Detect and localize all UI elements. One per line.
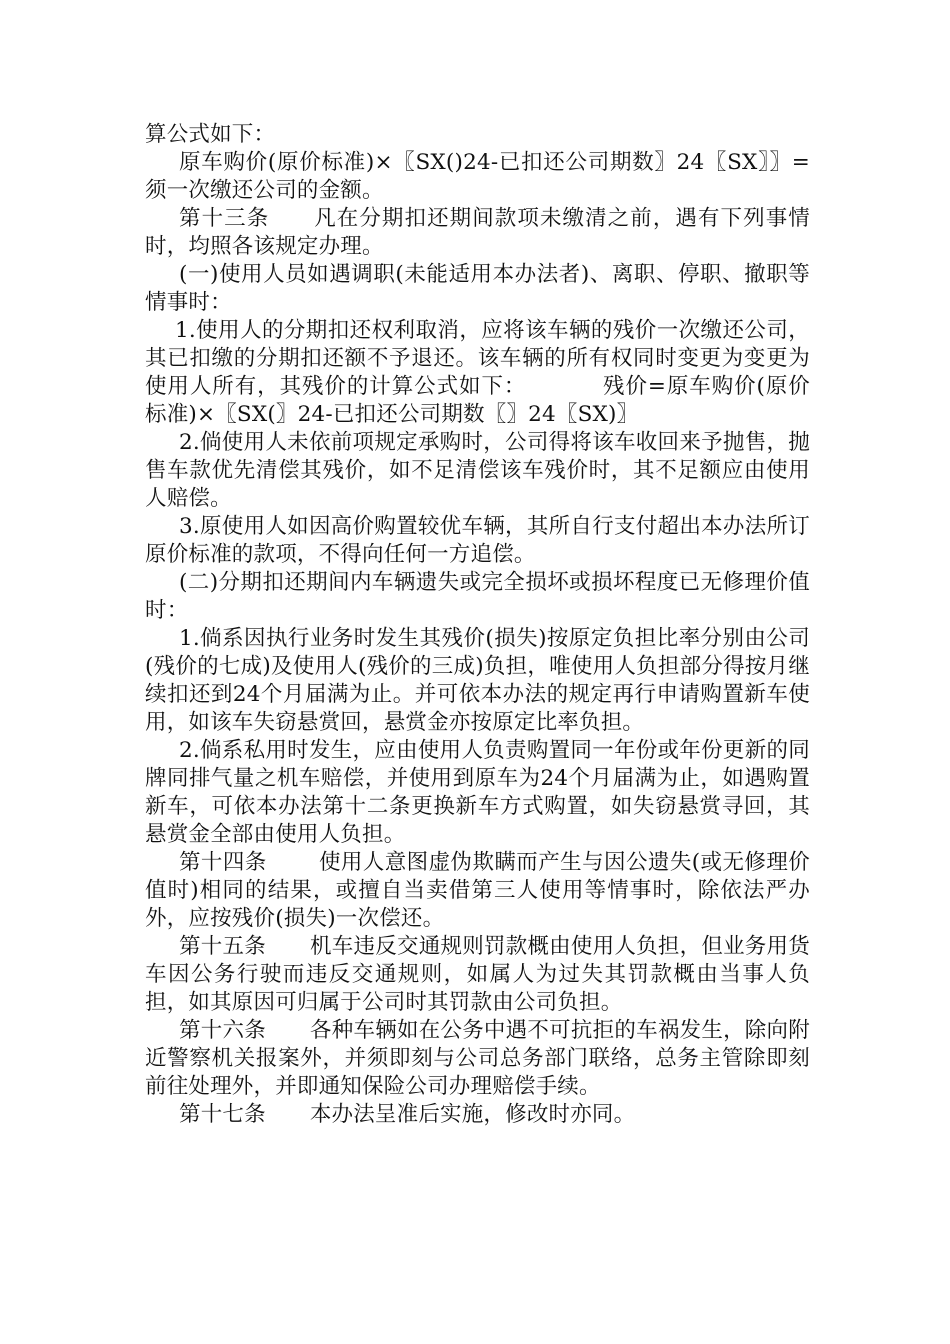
paragraph-text: 原车购价(原价标准)×〖SX()24-已扣还公司期数〗24〖SX〗〗=须一次缴还公司的金额。	[145, 150, 810, 203]
paragraph-formula-intro	[145, 121, 810, 149]
paragraph-text: (二)分期扣还期间内车辆遗失或完全损坏或损坏程度已无修理价值时：	[145, 570, 810, 623]
clause-2	[145, 569, 810, 625]
article-text: 使用人意图虚伪欺瞒而产生与因公遗失(或无修理价值时)相同的结果，或擅自当卖借第三人使用等情事时，除依法严办外，应按残价(损失)一次偿还。	[145, 850, 810, 931]
residual-formula: 残价=原车购价(原价标准)×〖SX(〗24-已扣还公司期数〖〗24〖SX)〗	[145, 374, 811, 427]
paragraph-text: 1.倘系因执行业务时发生其残价(损失)按原定负担比率分别由公司(残价的七成)及使用人(残价的三成)负担，唯使用人负担部分得按月继续扣还到24个月届满为止。并可依本办法的规定再行申请购置新车使用，如该车失窃悬赏回，悬赏金亦按原定比率负担。	[145, 626, 810, 735]
article-text: 本办法呈准后实施，修改时亦同。	[309, 1102, 636, 1127]
article-15	[145, 933, 810, 1017]
article-13	[145, 205, 810, 261]
article-label: 第十三条	[179, 206, 270, 231]
article-label: 第十四条	[179, 850, 267, 875]
item-2-2	[145, 737, 810, 849]
item-1-2	[145, 429, 810, 513]
article-text: 凡在分期扣还期间款项未缴清之前，遇有下列事情时，均照各该规定办理。	[145, 206, 810, 259]
item-1-1	[145, 317, 810, 429]
paragraph-text: (一)使用人员如遇调职(未能适用本办法者)、离职、停职、撤职等情事时：	[145, 262, 810, 315]
article-16	[145, 1017, 810, 1101]
article-label: 第十六条	[179, 1018, 266, 1043]
article-text: 机车违反交通规则罚款概由使用人负担，但业务用货车因公务行驶而违反交通规则，如属人为过失其罚款概由当事人负担，如其原因可归属于公司时其罚款由公司负担。	[145, 934, 810, 1015]
article-label: 第十五条	[179, 934, 266, 959]
item-2-1	[145, 625, 810, 737]
item-1-3	[145, 513, 810, 569]
paragraph-text: 1.使用人的分期扣还权利取消，应将该车辆的残价一次缴还公司，其已扣缴的分期扣还额不予退还。该车辆的所有权同时变更为变更为使用人所有，其残价的计算公式如下：	[145, 318, 810, 399]
paragraph-text: 2.倘系私用时发生，应由使用人负责购置同一年份或年份更新的同牌同排气量之机车赔偿，并使用到原车为24个月届满为止，如遇购置新车，可依本办法第十二条更换新车方式购置，如失窃悬赏寻回，其悬赏金全部由使用人负担。	[145, 738, 810, 847]
paragraph-text: 2.倘使用人未依前项规定承购时，公司得将该车收回来予抛售，抛售车款优先清偿其残价，如不足清偿该车残价时，其不足额应由使用人赔偿。	[145, 430, 810, 511]
paragraph-text: 3.原使用人如因高价购置较优车辆，其所自行支付超出本办法所订原价标准的款项，不得向任何一方追偿。	[145, 514, 810, 567]
article-17	[145, 1101, 810, 1129]
article-text: 各种车辆如在公务中遇不可抗拒的车祸发生，除向附近警察机关报案外，并须即刻与公司总务部门联络，总务主管除即刻前往处理外，并即通知保险公司办理赔偿手续。	[145, 1018, 810, 1099]
clause-1	[145, 261, 810, 317]
paragraph-formula	[145, 149, 810, 205]
document-body	[145, 121, 810, 1129]
article-14	[145, 849, 810, 933]
paragraph-text: 算公式如下：	[145, 122, 276, 147]
article-label: 第十七条	[179, 1102, 266, 1127]
